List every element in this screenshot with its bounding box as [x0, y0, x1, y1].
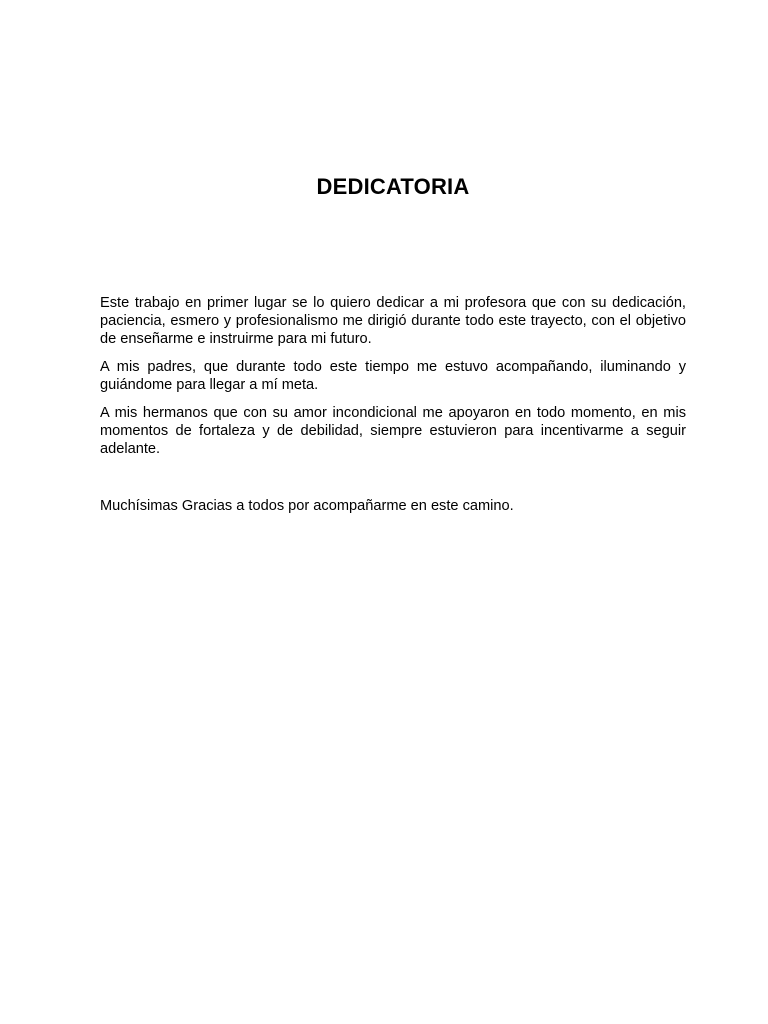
dedication-paragraph-siblings: A mis hermanos que con su amor incondicional me apoyaron en todo momento, en mis momentos de fortaleza y de debilidad, siempre estuvieron para incentivarme a seguir adelante.	[100, 405, 686, 457]
dedication-paragraph-parents: A mis padres, que durante todo este tiempo me estuvo acompañando, iluminando y guiándome para llegar a mí meta.	[100, 359, 686, 393]
dedication-paragraph-professor: Este trabajo en primer lugar se lo quiero dedicar a mi profesora que con su dedicación, paciencia, esmero y profesionalismo me dirigió durante todo este trayecto, con el objetivo de enseñarme e instruirme para mi futuro.	[100, 295, 686, 347]
closing-thanks: Muchísimas Gracias a todos por acompañarme en este camino.	[100, 498, 514, 514]
page-title: DEDICATORIA	[316, 174, 470, 199]
